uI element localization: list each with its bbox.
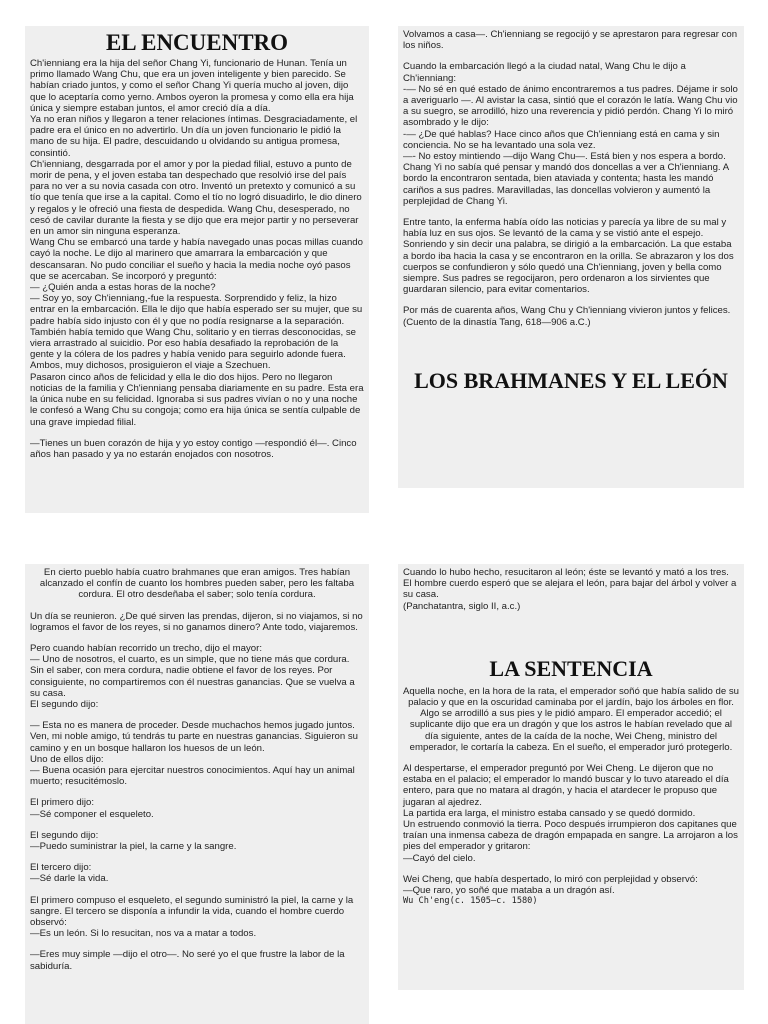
paragraph: Aquella noche, en la hora de la rata, el emperador soñó que había salido de su palacio y que en la oscuridad caminaba por el jardín, bajo los árboles en flor.: [403, 685, 740, 709]
paragraph: — Buena ocasión para ejercitar nuestros conocimientos. Aquí hay un animal muerto; resucitémoslo.: [30, 765, 355, 788]
paragraph: Un día se reunieron. ¿De qué sirven las prendas, dijeron, si no viajamos, si no logramos el favor de los reyes, si no ganamos dinero? Ante todo, viajaremos.: [30, 610, 363, 633]
story-source: Wu Ch'eng(c. 1505—c. 1580): [403, 896, 538, 907]
paragraph: —Es un león. Si lo resucitan, nos va a matar a todos.: [30, 928, 257, 940]
paragraph: Cuando lo hubo hecho, resucitaron al león; éste se levantó y mató a los tres. El hombre cuerdo esperó que se alejara el león, para bajar del árbol y volver a su casa.: [403, 567, 737, 601]
paragraph: —Cayó del cielo.: [403, 852, 476, 864]
story-title-sentencia: LA SENTENCIA: [489, 655, 653, 681]
paragraph: — ¿Quién anda a estas horas de la noche?: [30, 282, 216, 294]
story-encuentro-part-2: [398, 26, 744, 488]
paragraph: Ya no eran niños y llegaron a tener relaciones íntimas. Desgraciadamente, el padre era el único en no advertirlo. Un día un joven funcionario le pidió la mano de su hija. El padre, descuidando u olvidando su antigua promesa, consintió.: [30, 114, 358, 159]
story-source: (Panchatantra, siglo II, a.c.): [403, 600, 521, 612]
paragraph: Algo se arrodilló a sus pies y le pidió amparo. El emperador accedió; el suplicante dijo que era un dragón y que los astros le habían revelado que al día siguiente, antes de la caída de la noche, Wei Cheng, ministro del emperador, le cortaría la cabeza. En el sueño, el emperador juró protegerlo.: [409, 708, 733, 753]
story-source: (Cuento de la dinastía Tang, 618—906 a.C.): [403, 316, 591, 328]
paragraph: —Sé componer el esqueleto.: [30, 808, 154, 820]
paragraph: La partida era larga, el ministro estaba cansado y se quedó dormido.: [403, 807, 696, 819]
paragraph: Cuando la embarcación llegó a la ciudad natal, Wang Chu le dijo a Ch'ienniang:: [403, 61, 686, 84]
paragraph: Wei Cheng, que había despertado, lo miró con perplejidad y observó:: [403, 873, 698, 885]
paragraph: — Uno de nosotros, el cuarto, es un simple, que no tiene más que cordura. Sin el saber, con mera cordura, nadie obtiene el favor de los reyes. Por consiguiente, no compartiremos con él nuestras ganancias. Que se vuelva a su casa.: [30, 654, 355, 699]
paragraph: -— No sé en qué estado de ánimo encontraremos a tus padres. Déjame ir solo a averiguarlo —. Al avistar la casa, sintió que el corazón le latía. Wang Chu vio a su suegro, se arrodilló, hizo una reverencia y pidió perdón. Chang Yi lo miró asombrado y le dijo:: [403, 83, 738, 129]
paragraph: Wang Chu se embarcó una tarde y había navegado unas pocas millas cuando cayó la noche. Le dijo al marinero que amarrara la embarcación y que descansaran. No pudo conciliar el sueño y hacia la media noche oyó pasos que se acercaban. Se incorporó y preguntó:: [30, 237, 363, 282]
story-sentencia-panel: [398, 564, 744, 990]
paragraph: -— ¿De qué hablas? Hace cinco años que Ch'ienniang está en cama y sin conciencia. No se ha levantado una sola vez.: [403, 128, 720, 151]
paragraph: El primero compuso el esqueleto, el segundo suministró la piel, la carne y la sangre. El tercero se disponía a infundir la vida, cuando el hombre cuerdo observó:: [30, 894, 354, 929]
paragraph: Uno de ellos dijo:: [30, 753, 104, 765]
paragraph: El primero dijo:: [30, 797, 94, 809]
paragraph: Pero cuando habían recorrido un trecho, dijo el mayor:: [30, 643, 262, 655]
paragraph: Ambos, muy dichosos, prosiguieron el viaje a Szechuen.: [30, 360, 271, 372]
paragraph: Ch'ienniang, desgarrada por el amor y por la piedad filial, estuvo a punto de morir de pena, y el joven estaba tan despechado que resolvió irse del país para no ver a su novia casada con otro. Inventó un pretexto y comunicó a su tío que tenía que irse a la capital. Como el tío no logró disuadirlo, le dio dinero y regalos y le ofreció una fiesta de despedida. Wang Chu, desesperado, no cesó de cavilar durante la fiesta y se dijo que era mejor partir y no perseverar en un amor sin ninguna esperanza.: [30, 158, 362, 238]
paragraph: —Que raro, yo soñé que mataba a un dragón así.: [403, 885, 615, 897]
paragraph: El segundo dijo:: [30, 829, 99, 841]
paragraph: —Puedo suministrar la piel, la carne y la sangre.: [30, 841, 237, 853]
paragraph: El tercero dijo:: [30, 862, 92, 874]
paragraph: — Soy yo, soy Ch'ienniang,-fue la respuesta. Sorprendido y feliz, la hizo entrar en la embarcación. Ella le dijo que había esperado ser su mujer, que su padre había sido injusto con él y que no podía resignarse a la separación. También había temido que Wang Chu, solitario y en tierras desconocidas, se viera arrastrado al suicidio. Por eso había desafiado la reprobación de la gente y la cólera de los padres y había venido para seguirlo adonde fuera.: [30, 293, 363, 361]
paragraph: Chang Yi no sabía qué pensar y mandó dos doncellas a ver a Ch'ienniang. A bordo la encontraron sentada, bien ataviada y contenta; hasta les mandó cariños a sus padres. Maravilladas, las doncellas volvieron y aumentó la perplejidad de Chang Yi.: [403, 162, 729, 207]
story-title-brahmanes: LOS BRAHMANES Y EL LEÓN: [414, 367, 728, 393]
paragraph: Por más de cuarenta años, Wang Chu y Ch'ienniang vivieron juntos y felices.: [403, 305, 731, 317]
paragraph: Entre tanto, la enferma había oído las noticias y parecía ya libre de su mal y había luz en sus ojos. Se levantó de la cama y se vistió ante el espejo. Sonriendo y sin decir una palabra, se dirigió a la embarcación. La que estaba a bordo iba hacia la casa y se encontraron en la orilla. Se abrazaron y los dos cuerpos se confundieron y sólo quedó una Ch'ienniang, joven y bella como siempre. Sus padres se regocijaron, pero ordenaron a los sirvientes que guardaran silencio, para evitar comentarios.: [403, 217, 734, 296]
story-brahmanes-part-1: [25, 564, 369, 1024]
paragraph: El segundo dijo:: [30, 699, 99, 711]
paragraph: Ch'ienniang era la hija del señor Chang Yi, funcionario de Hunan. Tenía un primo llamado Wang Chu, que era un joven inteligente y bien parecido. Se habían criado juntos, y como el señor Chang Yi quería mucho al joven, dijo que lo aceptaría como yerno. Ambos oyeron la promesa y como ella era hija única y siempre estaban juntos, el amor creció día a día.: [30, 58, 354, 114]
story-encuentro-part-1: [25, 26, 369, 513]
paragraph: Pasaron cinco años de felicidad y ella le dio dos hijos. Pero no llegaron noticias de la familia y Ch'ienniang pensaba diariamente en su padre. Esta era la única nube en su felicidad. Ignoraba si sus padres vivían o no y una noche le confesó a Wang Chu su congoja; como era hija única se sentía culpable de una grave impiedad filial.: [30, 371, 364, 428]
story-title-encuentro: EL ENCUENTRO: [105, 30, 289, 55]
paragraph: Al despertarse, el emperador preguntó por Wei Cheng. Le dijeron que no estaba en el palacio; el emperador lo mandó buscar y lo tuvo atareado el día entero, para que no matara al dragón, y hacia el atardecer le propuso que jugaran al ajedrez.: [403, 763, 729, 808]
paragraph: —Tienes un buen corazón de hija y yo estoy contigo —respondió él—. Cinco años han pasado y ya no estarán enojados con nosotros.: [30, 437, 357, 460]
paragraph: Volvamos a casa—. Ch'ienniang se regocijó y se aprestaron para regresar con los niños.: [403, 29, 738, 52]
paragraph: — Esta no es manera de proceder. Desde muchachos hemos jugado juntos. Ven, mi noble amigo, tú tendrás tu parte en nuestras ganancias. Siguieron su camino y en un bosque hallaron los huesos de un león.: [30, 720, 358, 754]
paragraph: —Sé darle la vida.: [30, 873, 109, 885]
paragraph: Un estruendo conmovió la tierra. Poco después irrumpieron dos capitanes que traían una inmensa cabeza de dragón empapada en sangre. La arrojaron a los pies del emperador y gritaron:: [403, 819, 738, 853]
paragraph: —Eres muy simple —dijo el otro—. No seré yo el que frustre la labor de la sabiduría.: [30, 949, 345, 972]
paragraph: En cierto pueblo había cuatro brahmanes que eran amigos. Tres habían alcanzado el confín de cuanto los hombres pueden saber, pero les faltaba cordura. El otro desdeñaba el saber; solo tenía cordura.: [39, 567, 355, 601]
paragraph: —- No estoy mintiendo —dijo Wang Chu—. Está bien y nos espera a bordo.: [403, 151, 726, 163]
